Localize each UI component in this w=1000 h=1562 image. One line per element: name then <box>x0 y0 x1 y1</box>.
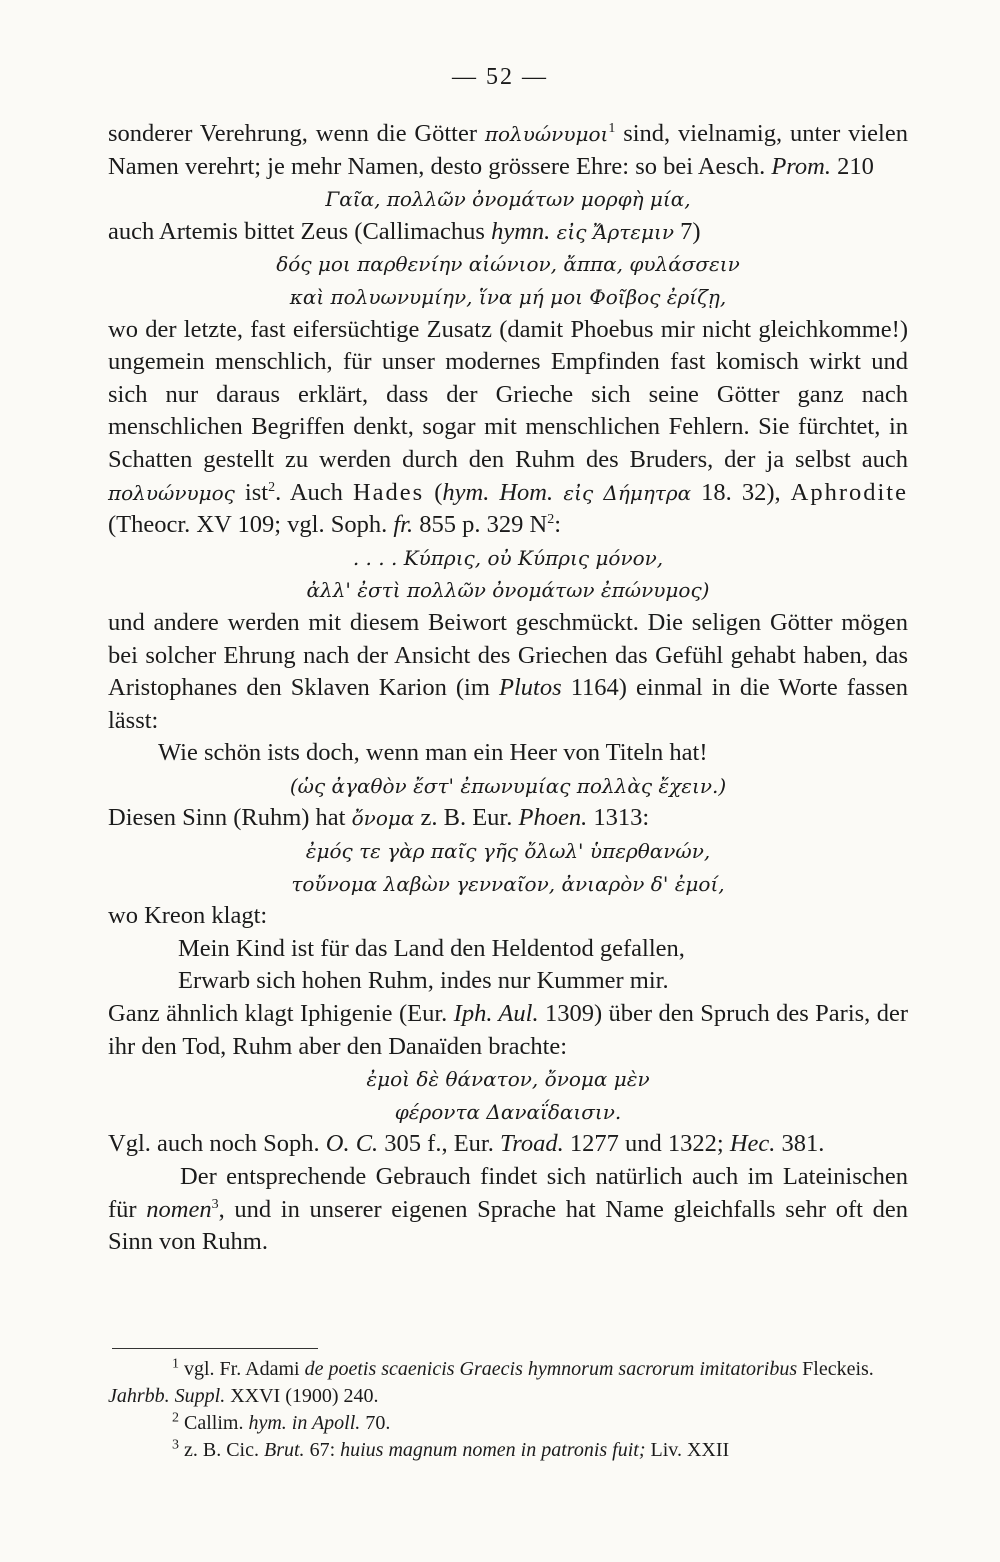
footnote-divider <box>112 1348 318 1349</box>
greek-word: ὄνομα <box>351 806 415 831</box>
text: und andere werden mit diesem Beiwort geschmückt. Die seligen Götter mögen bei solcher Ehrung nach der Ansicht des Griechen das Gefühl gehabt haben, das Aristophanes den Sklaven Karion (im <box>108 608 908 702</box>
work-title: Plutos <box>499 674 562 702</box>
footnote-ref-2[interactable]: 2 <box>268 479 276 495</box>
paragraph-7 <box>108 998 908 1063</box>
verse-translation-2a: Mein Kind ist für das Land den Heldentod gefallen, <box>178 934 685 962</box>
text: 1313: <box>587 804 650 832</box>
work-title: hym. in Apoll. <box>248 1412 361 1434</box>
footnote-number: 1 <box>172 1356 179 1372</box>
paragraph-5 <box>108 802 908 835</box>
text: Ganz ähnlich klagt Iphigenie (Eur. <box>108 1000 454 1028</box>
work-title: Iph. Aul. <box>453 1000 539 1028</box>
work-title: hymn. <box>491 217 551 245</box>
text: Der entsprechende Gebrauch findet sich natürlich auch im Lateinischen für <box>108 1163 908 1223</box>
greek-quote-3a: . . . . Κύπρις, οὐ Κύπρις μόνον, <box>352 545 664 570</box>
greek-quote-2a: δός μοι παρθενίην αἰώνιον, ἄππα, φυλάσσειν <box>276 252 740 277</box>
footnote-number: 3 <box>172 1437 179 1453</box>
greek-quote-4: (ὡς ἀγαθὸν ἔστ' ἐπωνυμίας πολλὰς ἔχειν.) <box>289 773 727 798</box>
text: sind, vielnamig, unter vielen Namen verehrt; je mehr Namen, desto grössere Ehre: so bei Aesch. <box>108 120 908 180</box>
text: 1164) einmal in die Worte fassen lässt: <box>108 674 908 734</box>
paragraph-3 <box>108 314 908 542</box>
work-title: de poetis scaenicis Graecis hymnorum sacrorum imitatoribus <box>304 1358 798 1380</box>
text: 381. <box>775 1130 825 1158</box>
greek-quote-5a: ἐμός τε γὰρ παῖς γῆς ὄλωλ' ὑπερθανών, <box>305 839 711 864</box>
text: 7) <box>674 217 701 245</box>
greek-quote-3b: ἀλλ' ἐστὶ πολλῶν ὀνομάτων ἐπώνυμος) <box>306 578 710 603</box>
paragraph-1 <box>108 118 908 183</box>
verse-translation-2b: Erwarb sich hohen Ruhm, indes nur Kummer mir. <box>178 967 669 995</box>
work-title: Troad. <box>499 1130 564 1158</box>
greek-quote-5b: τοὔνομα λαβὼν γενναῖον, ἀνιαρὸν δ' ἐμοί, <box>291 871 725 896</box>
verse-translation-1: Wie schön ists doch, wenn man ein Heer von Titeln hat! <box>158 739 708 767</box>
paragraph-9 <box>108 1161 908 1259</box>
footnote-ref-1[interactable]: 1 <box>608 120 616 136</box>
text: 305 f., Eur. <box>378 1130 500 1158</box>
text: z. B. Cic. <box>179 1439 264 1461</box>
work-title: hym. Hom. <box>442 478 554 506</box>
text: Callim. <box>179 1412 249 1434</box>
greek-word: εἰς Δήμητρα <box>553 480 692 505</box>
footnotes <box>108 1356 908 1464</box>
text: z. B. Eur. <box>414 804 519 832</box>
text: 1309) über den Spruch des Paris, der ihr den Tod, Ruhm aber den Danaïden brachte: <box>108 1000 908 1060</box>
greek-word: πολυώνυμος <box>108 480 235 505</box>
text: 70. <box>360 1412 391 1434</box>
main-text <box>108 118 908 1259</box>
work-title: Phoen. <box>518 804 588 832</box>
text: 18. 32), <box>691 478 791 506</box>
work-title: O. C. <box>325 1130 379 1158</box>
footnote-3 <box>108 1437 908 1464</box>
text: . Auch <box>275 478 353 506</box>
greek-quote-7a: ἐμοὶ δὲ θάνατον, ὄνομα μὲν <box>366 1067 650 1092</box>
latin-word: nomen <box>146 1195 212 1223</box>
text: ( <box>424 478 443 506</box>
work-title: Prom. <box>771 152 831 180</box>
text: wo der letzte, fast eifersüchtige Zusatz (damit Phoebus mir nicht gleichkomme!) ungemein menschlich, für unser modernes Empfinden fast komisch wirkt und sich nur daraus erklärt, dass der Grieche sich seine Götter ganz nach menschlichen Begriffen denkt, sogar mit menschlichen Fehlern. Sie fürchtet, in Schatten gestellt zu werden durch den Ruhm des Bruders, der ja selbst auch <box>108 315 908 473</box>
greek-word: πολυώνυμοι <box>484 122 609 146</box>
paragraph-4 <box>108 607 908 737</box>
greek-quote-1: Γαῖα, πολλῶν ὀνομάτων μορφὴ μία, <box>325 187 691 212</box>
page-number: — 52 — <box>452 64 548 90</box>
text: , und in unserer eigenen Sprache hat Name gleichfalls sehr oft den Sinn von Ruhm. <box>108 1195 908 1256</box>
superscript: 2 <box>547 511 555 527</box>
text: Liv. XXII <box>645 1439 730 1461</box>
footnote-ref-3[interactable]: 3 <box>211 1196 219 1212</box>
text: sonderer Verehrung, wenn die Götter <box>108 120 485 147</box>
work-title: fr. <box>393 511 414 539</box>
latin-quote: huius magnum nomen in patronis fuit; <box>340 1439 646 1461</box>
work-title: Brut. <box>264 1439 305 1461</box>
paragraph-8 <box>108 1128 908 1161</box>
text: auch Artemis bittet Zeus (Callimachus <box>108 217 492 245</box>
text: 67: <box>304 1439 341 1461</box>
text: : <box>554 511 562 539</box>
greek-quote-7b: φέροντα Δαναΐδαισιν. <box>394 1099 622 1124</box>
text: (Theocr. XV 109; vgl. Soph. <box>108 511 394 539</box>
text: Diesen Sinn (Ruhm) hat <box>108 804 352 832</box>
footnote-1 <box>108 1356 908 1410</box>
text: 210 <box>831 152 874 180</box>
text: vgl. Fr. Adami <box>179 1358 305 1380</box>
text: XXVI (1900) 240. <box>225 1385 379 1407</box>
footnote-number: 2 <box>172 1410 179 1426</box>
greek-word: εἰς Ἄρτεμιν <box>550 219 675 244</box>
spaced-name: Hades <box>352 478 425 506</box>
footnote-2 <box>108 1410 908 1437</box>
text: Vgl. auch noch Soph. <box>108 1130 326 1158</box>
text: ist <box>234 478 269 506</box>
paragraph-6: wo Kreon klagt: <box>108 902 268 930</box>
spaced-name: Aphrodite <box>790 478 908 506</box>
text: 1277 und 1322; <box>563 1130 730 1158</box>
work-title: Hec. <box>729 1130 776 1158</box>
paragraph-2 <box>108 216 908 249</box>
text: Fleckeis. <box>797 1358 874 1380</box>
work-title: Jahrbb. Suppl. <box>108 1385 226 1407</box>
greek-quote-2b: καὶ πολυωνυμίην, ἵνα μή μοι Φοῖβος ἐρίζῃ, <box>289 284 727 309</box>
text: 855 p. 329 N <box>413 511 548 539</box>
